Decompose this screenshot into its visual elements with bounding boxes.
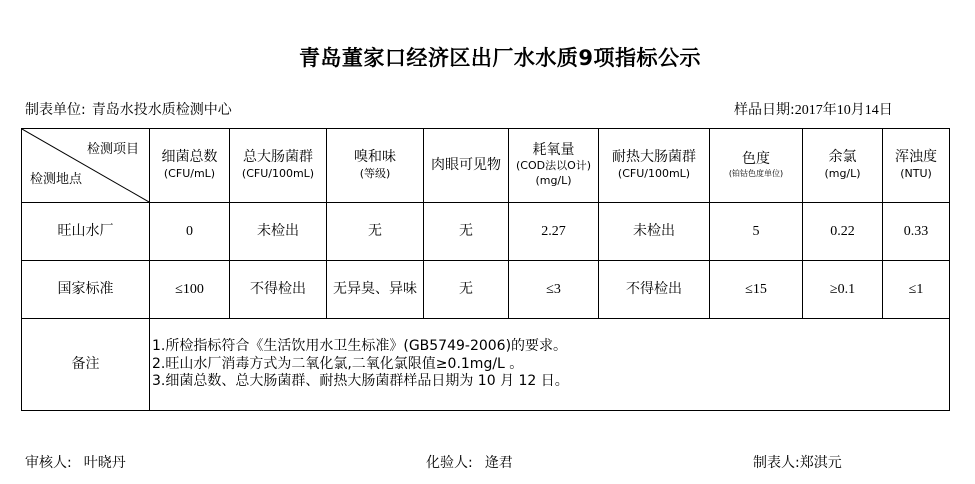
table-cell: 无 <box>327 203 424 261</box>
notes-row <box>22 319 950 411</box>
table-row <box>22 203 950 261</box>
col-header-coliform: 总大肠菌群 (CFU/100mL) <box>230 129 327 203</box>
table-cell: 未检出 <box>230 203 327 261</box>
sample-date-label: 样品日期: <box>734 102 795 118</box>
table-cell: 未检出 <box>599 203 710 261</box>
diagonal-header-cell <box>22 129 150 203</box>
issuing-unit-value: 青岛水投水质检测中心 <box>91 102 232 118</box>
header-row <box>22 129 950 203</box>
row-label: 国家标准 <box>22 261 150 319</box>
notes-label: 备注 <box>22 319 150 411</box>
note-line: 2.旺山水厂消毒方式为二氧化氯,二氧化氯限值≥0.1mg/L 。 <box>152 355 524 372</box>
sample-date-value: 2017年10月14日 <box>794 103 893 118</box>
issuing-unit <box>25 99 232 119</box>
col-header-thermotolerant-coliform: 耐热大肠菌群 (CFU/100mL) <box>599 129 710 203</box>
note-line: 1.所检指标符合《生活饮用水卫生标准》(GB5749-2006)的要求。 <box>152 338 568 355</box>
table-cell: ≤100 <box>150 261 230 319</box>
diag-bottom-label: 检测地点 <box>30 171 83 187</box>
note-line: 3.细菌总数、总大肠菌群、耐热大肠菌群样品日期为 10 月 12 日。 <box>152 373 569 390</box>
diagonal-line <box>22 129 149 202</box>
table-cell: 0 <box>150 203 230 261</box>
reviewer-signature <box>25 452 126 472</box>
reviewer-label: 审核人: <box>25 455 72 471</box>
table-cell: ≥0.1 <box>803 261 883 319</box>
tester-name: 逄君 <box>484 455 513 471</box>
col-header-residual-chlorine: 余氯 (mg/L) <box>803 129 883 203</box>
table-cell: 无 <box>424 203 509 261</box>
table-cell: 0.33 <box>883 203 950 261</box>
notes-content <box>150 319 950 411</box>
table-cell: 无异臭、异味 <box>327 261 424 319</box>
maker-label: 制表人: <box>753 455 800 471</box>
sample-date <box>734 99 893 119</box>
maker-signature <box>753 452 842 472</box>
diag-top-label: 检测项目 <box>86 142 139 157</box>
table-cell: 无 <box>424 261 509 319</box>
table-cell: 0.22 <box>803 203 883 261</box>
table-cell: 不得检出 <box>599 261 710 319</box>
table-cell: 不得检出 <box>230 261 327 319</box>
col-header-visible-matter: 肉眼可见物 <box>424 129 509 203</box>
row-label: 旺山水厂 <box>22 203 150 261</box>
reviewer-name: 叶晓丹 <box>83 455 126 471</box>
issuing-unit-label: 制表单位: <box>25 102 86 118</box>
table-cell: ≤15 <box>710 261 803 319</box>
water-quality-table <box>21 128 950 411</box>
table-cell: 2.27 <box>509 203 599 261</box>
page-title: 青岛董家口经济区出厂水水质9项指标公示 <box>298 46 702 70</box>
col-header-chroma: 色度 (铂钴色度单位) <box>710 129 803 203</box>
table-cell: ≤1 <box>883 261 950 319</box>
maker-name: 郑淇元 <box>799 455 842 471</box>
tester-label: 化验人: <box>426 455 473 471</box>
col-header-turbidity: 浑浊度 (NTU) <box>883 129 950 203</box>
col-header-odor: 嗅和味 (等级) <box>327 129 424 203</box>
table-cell: 5 <box>710 203 803 261</box>
table-row <box>22 261 950 319</box>
table-cell: ≤3 <box>509 261 599 319</box>
col-header-oxygen-consumption: 耗氧量 (COD法以O计)(mg/L) <box>509 129 599 203</box>
col-header-bacteria: 细菌总数 (CFU/mL) <box>150 129 230 203</box>
tester-signature <box>426 452 513 472</box>
